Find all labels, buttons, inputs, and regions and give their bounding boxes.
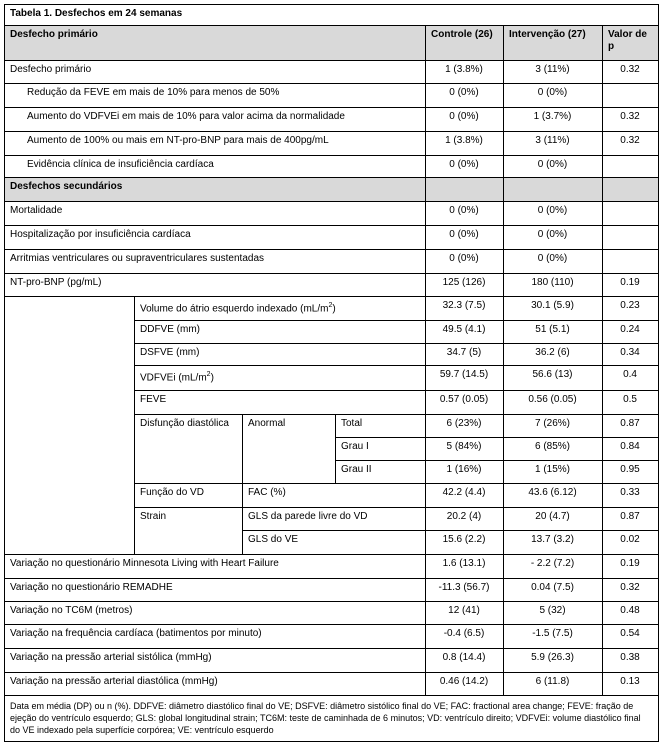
control-value: 12 (41) <box>426 602 504 625</box>
control-value: 1 (3.8%) <box>426 61 504 84</box>
row-label: DSFVE (mm) <box>135 344 426 366</box>
control-value: -11.3 (56.7) <box>426 579 504 602</box>
row-label: Função do VD <box>135 484 243 508</box>
table-row <box>5 61 659 84</box>
intervention-value: 5 (32) <box>504 602 603 625</box>
intervention-value: 20 (4.7) <box>504 508 603 531</box>
p-value: 0.32 <box>603 132 659 156</box>
table-row <box>5 602 659 625</box>
intervention-value: -1.5 (7.5) <box>504 625 603 649</box>
p-value: 0.32 <box>603 61 659 84</box>
intervention-value: 1 (15%) <box>504 461 603 484</box>
row-label: Variação no questionário REMADHE <box>5 579 426 602</box>
p-value: 0.23 <box>603 297 659 321</box>
row-label: Aumento de 100% ou mais em NT-pro-BNP para mais de 400pg/mL <box>5 132 426 156</box>
intervention-value: 0 (0%) <box>504 202 603 226</box>
intervention-value: 5.9 (26.3) <box>504 649 603 673</box>
row-label: Variação na pressão arterial diastólica (mmHg) <box>5 673 426 696</box>
table-row <box>5 202 659 226</box>
control-value: 20.2 (4) <box>426 508 504 531</box>
row-sublabel: GLS do VE <box>243 531 426 555</box>
outcomes-table <box>4 4 659 742</box>
table-row <box>5 579 659 602</box>
p-value: 0.34 <box>603 344 659 366</box>
table-row <box>5 250 659 274</box>
p-value: 0.33 <box>603 484 659 508</box>
control-value: -0.4 (6.5) <box>426 625 504 649</box>
p-value: 0.32 <box>603 579 659 602</box>
row-label: Desfecho primário <box>5 61 426 84</box>
control-value: 1 (3.8%) <box>426 132 504 156</box>
p-value: 0.19 <box>603 555 659 579</box>
control-value: 0.57 (0.05) <box>426 391 504 415</box>
control-value: 42.2 (4.4) <box>426 484 504 508</box>
section-secondary-outcomes: Desfechos secundários <box>5 178 426 202</box>
row-label: DDFVE (mm) <box>135 321 426 344</box>
header-p-value: Valor de p <box>603 26 659 61</box>
intervention-value: 3 (11%) <box>504 132 603 156</box>
control-value: 34.7 (5) <box>426 344 504 366</box>
control-value: 0 (0%) <box>426 202 504 226</box>
p-value: 0.4 <box>603 366 659 391</box>
control-value: 125 (126) <box>426 274 504 297</box>
control-value: 0 (0%) <box>426 108 504 132</box>
table-row <box>5 156 659 178</box>
control-value: 59.7 (14.5) <box>426 366 504 391</box>
control-value: 6 (23%) <box>426 415 504 438</box>
intervention-value: 51 (5.1) <box>504 321 603 344</box>
intervention-value: 0 (0%) <box>504 250 603 274</box>
empty-cell <box>603 178 659 202</box>
p-value: 0.19 <box>603 274 659 297</box>
control-value: 1.6 (13.1) <box>426 555 504 579</box>
intervention-value: 56.6 (13) <box>504 366 603 391</box>
p-value <box>603 202 659 226</box>
p-value: 0.13 <box>603 673 659 696</box>
p-value: 0.84 <box>603 438 659 461</box>
control-value: 49.5 (4.1) <box>426 321 504 344</box>
header-control: Controle (26) <box>426 26 504 61</box>
row-label: Strain <box>135 508 243 555</box>
row-sublabel: Grau I <box>336 438 426 461</box>
intervention-value: 0 (0%) <box>504 84 603 108</box>
control-value: 0 (0%) <box>426 226 504 250</box>
p-value: 0.48 <box>603 602 659 625</box>
row-label: Aumento do VDFVEi em mais de 10% para valor acima da normalidade <box>5 108 426 132</box>
p-value: 0.87 <box>603 508 659 531</box>
p-value <box>603 250 659 274</box>
p-value <box>603 226 659 250</box>
table-row <box>5 555 659 579</box>
row-label: Mortalidade <box>5 202 426 226</box>
p-value: 0.5 <box>603 391 659 415</box>
table-row <box>5 108 659 132</box>
row-sublabel: GLS da parede livre do VD <box>243 508 426 531</box>
row-label: Variação no questionário Minnesota Living with Heart Failure <box>5 555 426 579</box>
empty-cell <box>504 178 603 202</box>
row-label: Variação na frequência cardíaca (batimentos por minuto) <box>5 625 426 649</box>
intervention-value: 7 (26%) <box>504 415 603 438</box>
control-value: 0 (0%) <box>426 84 504 108</box>
intervention-value: 30.1 (5.9) <box>504 297 603 321</box>
table-footnote: Data em média (DP) ou n (%). DDFVE: diâmetro diastólico final do VE; DSFVE: diâmetro sistólico final do VE; FAC: fractional area change; FEVE: fração de ejeção do ventrículo esquerdo; GLS: global longitudinal strain; TC6M: teste de caminhada de 6 minutos; VD: ventrículo direito; VDFVEi: volume diastólico final do VE indexado pela superfície corpórea; VE: ventrículo esquerdo <box>5 696 659 742</box>
row-label: Volume do átrio esquerdo indexado $(mL/m^2)$ <box>135 297 426 321</box>
table-row <box>5 673 659 696</box>
table-row <box>5 649 659 673</box>
p-value: 0.24 <box>603 321 659 344</box>
intervention-value: 0.04 (7.5) <box>504 579 603 602</box>
control-value: 0.8 (14.4) <box>426 649 504 673</box>
row-label: Variação no TC6M (metros) <box>5 602 426 625</box>
intervention-value: - 2.2 (7.2) <box>504 555 603 579</box>
intervention-value: 180 (110) <box>504 274 603 297</box>
intervention-value: 6 (85%) <box>504 438 603 461</box>
table-row <box>5 84 659 108</box>
intervention-value: 43.6 (6.12) <box>504 484 603 508</box>
p-value: 0.54 <box>603 625 659 649</box>
row-sublabel: Anormal <box>243 415 336 484</box>
row-label: VDFVEi $(mL/m^2)$ <box>135 366 426 391</box>
outcomes-table-container <box>4 4 658 742</box>
intervention-value: 0 (0%) <box>504 156 603 178</box>
p-value <box>603 156 659 178</box>
intervention-value: 0 (0%) <box>504 226 603 250</box>
row-sublabel: Grau II <box>336 461 426 484</box>
p-value: 0.87 <box>603 415 659 438</box>
table-row <box>5 226 659 250</box>
p-value: 0.95 <box>603 461 659 484</box>
intervention-value: 0.56 (0.05) <box>504 391 603 415</box>
intervention-value: 6 (11.8) <box>504 673 603 696</box>
p-value: 0.32 <box>603 108 659 132</box>
row-sublabel: FAC (%) <box>243 484 426 508</box>
intervention-value: 1 (3.7%) <box>504 108 603 132</box>
row-label: NT-pro-BNP (pg/mL) <box>5 274 426 297</box>
intervention-value: 13.7 (3.2) <box>504 531 603 555</box>
control-value: 0 (0%) <box>426 156 504 178</box>
table-title: Tabela 1. Desfechos em 24 semanas <box>5 5 659 26</box>
table-row <box>5 625 659 649</box>
p-value: 0.02 <box>603 531 659 555</box>
row-label: Evidência clínica de insuficiência cardíaca <box>5 156 426 178</box>
intervention-value: 3 (11%) <box>504 61 603 84</box>
empty-cell <box>426 178 504 202</box>
row-label: Disfunção diastólica <box>135 415 243 484</box>
header-intervention: Intervenção (27) <box>504 26 603 61</box>
control-value: 0 (0%) <box>426 250 504 274</box>
row-label: Hospitalização por insuficiência cardíaca <box>5 226 426 250</box>
p-value <box>603 84 659 108</box>
header-outcome: Desfecho primário <box>5 26 426 61</box>
row-label: FEVE <box>135 391 426 415</box>
table-row <box>5 132 659 156</box>
control-value: 15.6 (2.2) <box>426 531 504 555</box>
table-row <box>5 297 659 321</box>
row-label: Arritmias ventriculares ou supraventriculares sustentadas <box>5 250 426 274</box>
control-value: 5 (84%) <box>426 438 504 461</box>
table-row <box>5 274 659 297</box>
row-label: Variação na pressão arterial sistólica (mmHg) <box>5 649 426 673</box>
control-value: 0.46 (14.2) <box>426 673 504 696</box>
row-label: Redução da FEVE em mais de 10% para menos de 50% <box>5 84 426 108</box>
control-value: 32.3 (7.5) <box>426 297 504 321</box>
echo-block-spacer <box>5 297 135 555</box>
row-sublabel: Total <box>336 415 426 438</box>
intervention-value: 36.2 (6) <box>504 344 603 366</box>
p-value: 0.38 <box>603 649 659 673</box>
control-value: 1 (16%) <box>426 461 504 484</box>
